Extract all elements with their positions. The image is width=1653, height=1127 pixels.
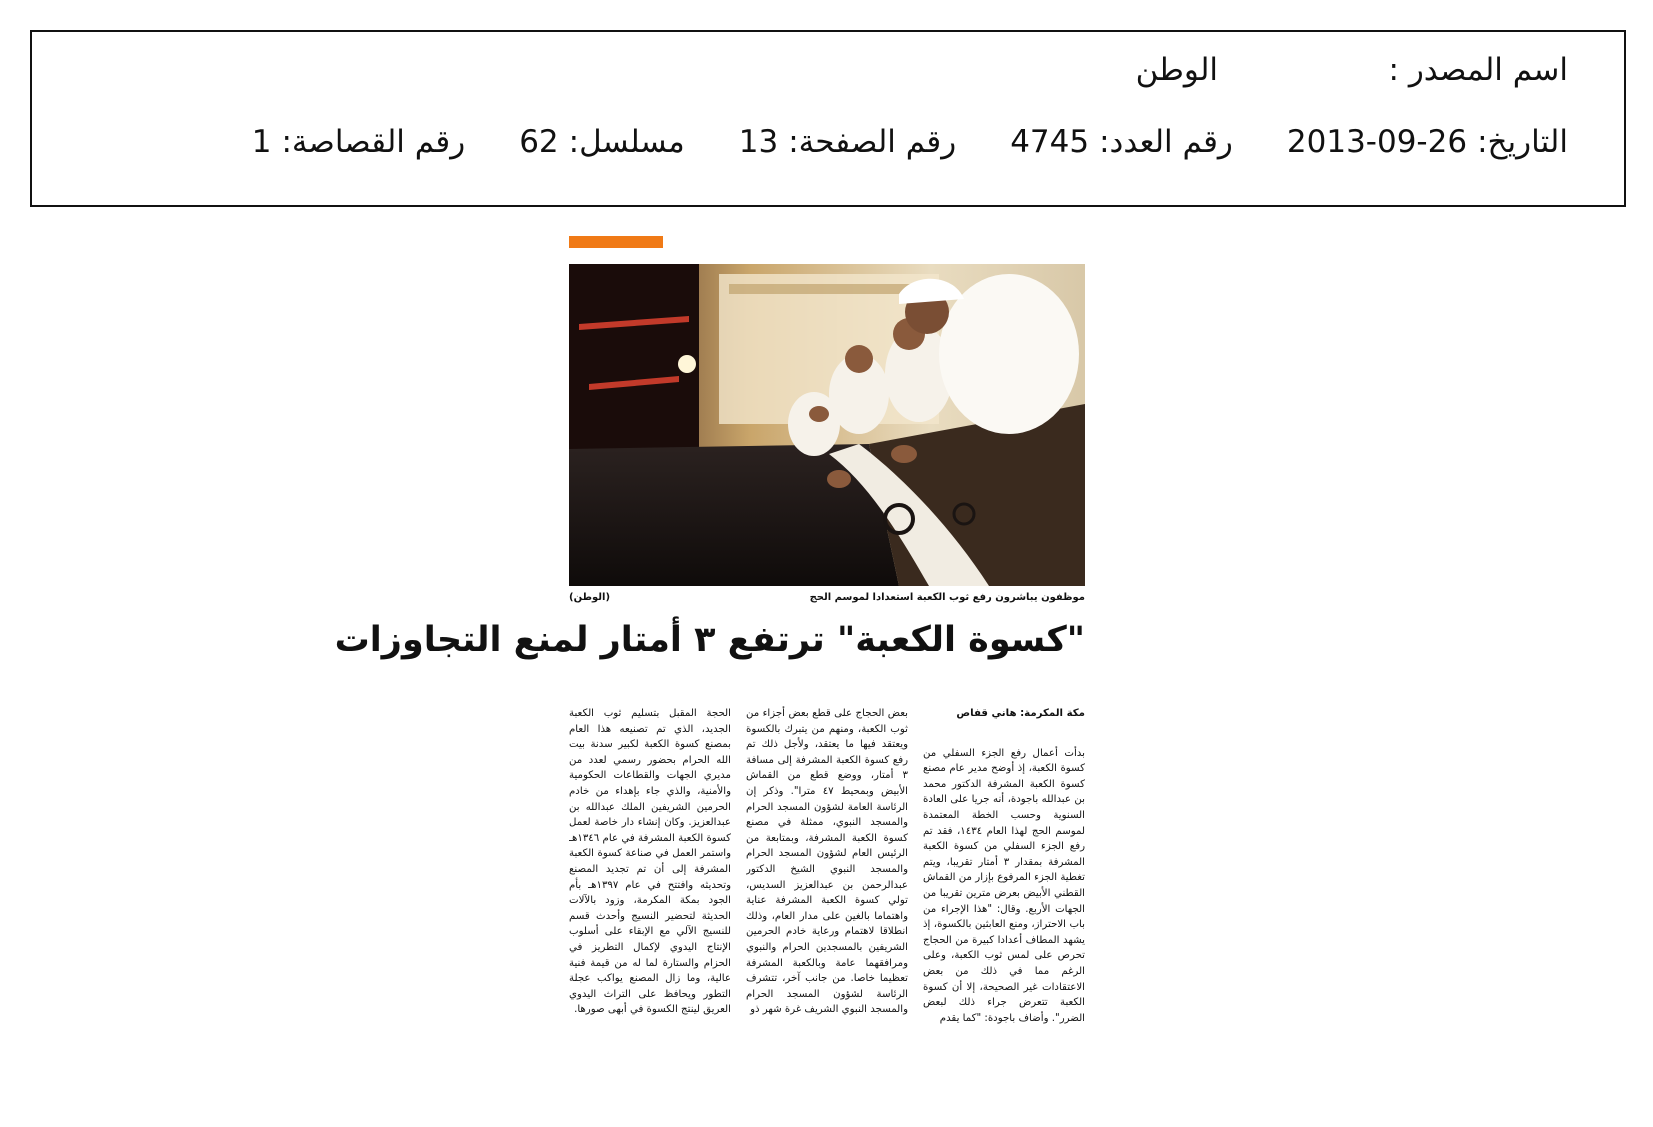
article-column-1: [923, 706, 1085, 1091]
issue-label: رقم العدد:: [1099, 124, 1233, 160]
article-photo: [569, 264, 1085, 586]
issue-value: 4745: [1010, 124, 1090, 160]
column-3-text: الحجة المقبل بتسليم ثوب الكعبة الجديد، الذي تم تصنيعه هذا العام بمصنع كسوة الكعبة لكبير سدنة بيت الله الحرام بحضور رسمي لعدد من مديري الجهات والقطاعات الحكومية والأمنية، والذي جاء بإهداء من خادم الحرمين الشريفين الملك عبدالله بن عبدالعزيز. وكان إنشاء دار خاصة لعمل كسوة الكعبة المشرفة في عام ١٣٤٦هـ واستمر العمل في صناعة كسوة الكعبة المشرفة إلى أن تم تجديد المصنع وتحديثه وافتتح في عام ١٣٩٧هـ بأم الجود بمكة المكرمة، وزود بالآلات الحديثة لتحضير النسيج وأحدث قسم للنسيج الآلي مع الإبقاء على أسلوب الإنتاج اليدوي لإكمال التطريز في الحزام والستارة لما له من قيمة فنية عالية، وما زال المصنع يواكب عجلة التطور ويحافظ على التراث اليدوي العريق لينتج الكسوة في أبهى صورها.: [569, 708, 731, 1016]
article-headline: "كسوة الكعبة" ترتفع ٣ أمتار لمنع التجاوزات: [334, 620, 1085, 660]
kiswa-photo-illustration: [569, 264, 1085, 586]
column-1-text: بدأت أعمال رفع الجزء السفلي من كسوة الكعبة، إذ أوضح مدير عام مصنع كسوة الكعبة المشرفة الدكتور محمد بن عبدالله باجودة، أنه جريا على العادة السنوية وحسب الخطة المعتمدة لموسم الحج لهذا العام ١٤٣٤، فقد تم رفع الجزء السفلي من كسوة الكعبة المشرفة بمقدار ٣ أمتار تقريبا، ويتم تغطية الجزء المرفوع بإزار من القماش القطني الأبيض بعرض مترين تقريبا من الجهات الأربع. وقال: "هذا الإجراء من باب الاحتراز، ومنع العابثين بالكسوة، إذ يشهد المطاف أعدادا كبيرة من الحجاج تحرص على لمس ثوب الكعبة، وعلى الرغم مما في ذلك من بعض الاعتقادات غير الصحيحة، إلا أن كسوة الكعبة تتعرض جراء ذلك لبعض الضرر". وأضاف باجودة: "كما يقدم: [923, 747, 1085, 1024]
source-value: الوطن: [1135, 52, 1218, 88]
article-byline: مكة المكرمة: هاني قفاص: [956, 708, 1085, 719]
source-label: اسم المصدر :: [1388, 52, 1568, 88]
section-tab: [569, 236, 663, 248]
clip-value: 1: [251, 124, 272, 160]
page-label: رقم الصفحة:: [788, 124, 957, 160]
article-column-3: [569, 706, 731, 1091]
source-info-box: [30, 30, 1626, 207]
serial-label: مسلسل:: [568, 124, 685, 160]
article-column-2: [746, 706, 908, 1091]
page-value: 13: [738, 124, 779, 160]
photo-credit: (الوطن): [569, 592, 611, 603]
photo-caption: موظفون يباشرون رفع ثوب الكعبة استعدادا لموسم الحج: [809, 592, 1085, 603]
photo-caption-row: [569, 592, 1085, 606]
source-row: [1136, 52, 1568, 88]
column-2-text: بعض الحجاج على قطع بعض أجزاء من ثوب الكعبة، ومنهم من يتبرك بالكسوة ويعتقد فيها ما يعتقد، ولأجل ذلك تم رفع كسوة الكعبة المشرفة إلى مسافة ٣ أمتار، ووضع قطع من القماش الأبيض وبمحيط ٤٧ مترا". وذكر إن الرئاسة العامة لشؤون المسجد الحرام والمسجد النبوي، ممثلة في مصنع كسوة الكعبة المشرفة، وبمتابعة من الرئيس العام لشؤون المسجد الحرام والمسجد النبوي الشيخ الدكتور عبدالرحمن بن عبدالعزيز السديس، تولي كسوة الكعبة المشرفة عناية واهتماما بالغين على مدار العام، وذلك انطلاقا لاهتمام ورعاية خادم الحرمين الشريفين بالمسجدين الحرام والنبوي ومرافقهما عامة وبالكعبة المشرفة تعظيما خاصا. من جانب آخر، تتشرف الرئاسة لشؤون المسجد الحرام والمسجد النبوي الشريف غرة شهر ذو: [746, 708, 908, 1016]
clip-label: رقم القصاصة:: [281, 124, 466, 160]
date-label: التاريخ:: [1477, 124, 1568, 160]
newspaper-clipping: [334, 236, 1085, 1096]
serial-value: 62: [519, 124, 559, 160]
article-body: [569, 706, 1085, 1091]
date-value: 2013-09-26: [1286, 124, 1468, 160]
details-row: [252, 124, 1568, 160]
